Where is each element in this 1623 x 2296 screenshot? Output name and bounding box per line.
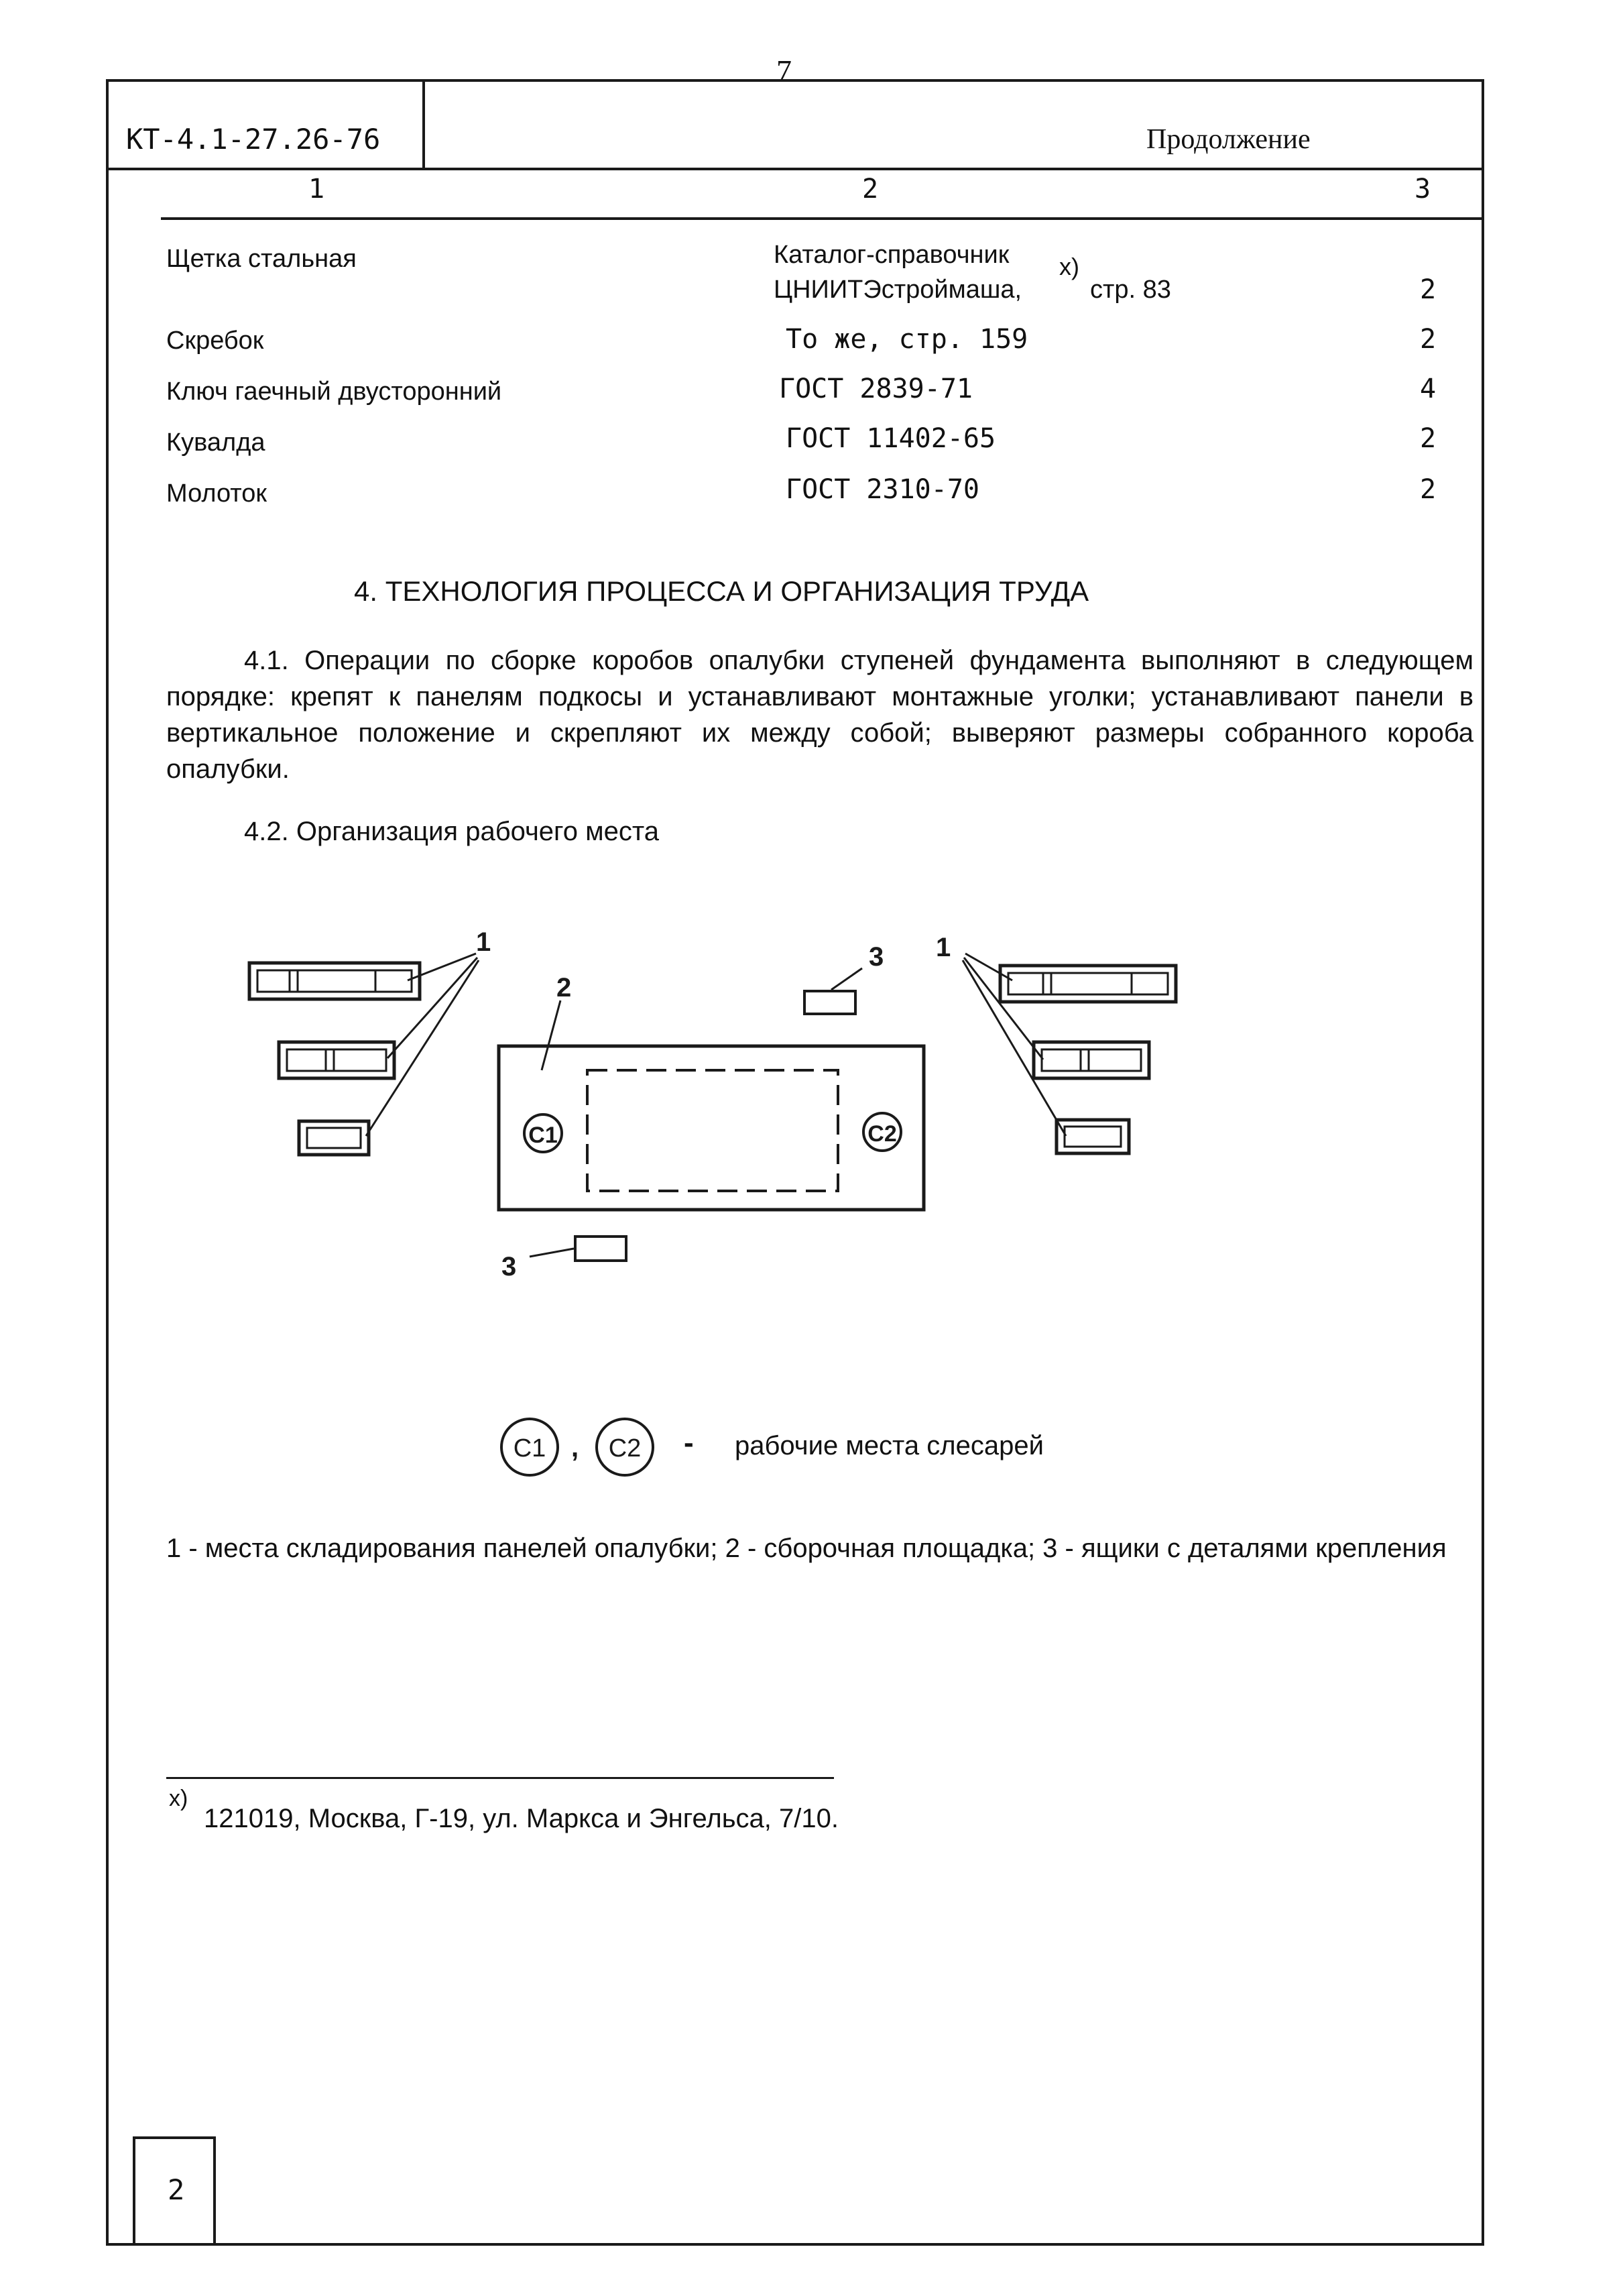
column-header-3: 3: [1415, 174, 1431, 205]
legend-separator: ,: [571, 1433, 579, 1462]
diagram-label-3-bottom: 3: [501, 1252, 517, 1281]
diagram-worker-c1: C1: [528, 1123, 558, 1148]
leaders-label-1-left: [366, 954, 479, 1136]
row-4-qty: 2: [1420, 423, 1437, 454]
footnote-marker-table: x): [1059, 253, 1079, 280]
section-heading: 4. ТЕХНОЛОГИЯ ПРОЦЕССА И ОРГАНИЗАЦИЯ ТРУДА: [354, 575, 1089, 607]
row-5-name: Молоток: [166, 479, 267, 508]
diagram-label-1-left: 1: [476, 927, 491, 957]
footnote-marker: x): [169, 1786, 188, 1811]
fastener-box-bottom: [575, 1237, 626, 1261]
diagram-worker-c2: C2: [867, 1121, 897, 1147]
workplace-diagram: [0, 905, 1623, 1308]
fastener-box-top: [804, 991, 855, 1014]
header-rule-bottom: [161, 217, 1482, 220]
row-2-ref: То же, стр. 159: [786, 324, 1028, 355]
storage-stack-right-1: [1000, 966, 1176, 1002]
continuation-label: Продолжение: [1146, 124, 1311, 155]
doc-code: КТ-4.1-27.26-76: [126, 123, 381, 156]
row-2-qty: 2: [1420, 324, 1437, 355]
header-rule-top: [106, 168, 1484, 170]
storage-stack-right-3: [1057, 1120, 1129, 1153]
row-1-ref-line1: Каталог-справочник: [774, 241, 1010, 269]
diagram-label-3-top: 3: [869, 942, 884, 972]
legend-worker-c2: C2: [608, 1434, 642, 1462]
paragraph-4-2: 4.2. Организация рабочего места: [244, 817, 659, 846]
row-4-name: Кувалда: [166, 428, 265, 457]
row-1-ref-line2: ЦНИИТЭстроймаша,: [774, 276, 1022, 304]
row-3-name: Ключ гаечный двусторонний: [166, 378, 502, 406]
row-4-ref: ГОСТ 11402-65: [786, 423, 996, 454]
column-header-2: 2: [862, 174, 879, 205]
paragraph-4-1: 4.1. Операции по сборке коробов опалубки ступеней фундамента выполняют в следующем порядке: крепят к панелям подкосы и устанавливают монтажные уголки; устанавливают панели в вертикальное положение и скрепляют их между собой; выверяют размеры собранного короба опалубки.: [166, 646, 1474, 784]
footnote-rule: [166, 1777, 834, 1779]
page-number-bottom: 2: [168, 2173, 185, 2206]
row-1-name: Щетка стальная: [166, 245, 357, 273]
legend-dash: -: [684, 1426, 694, 1459]
footnote-text: 121019, Москва, Г-19, ул. Маркса и Энгельса, 7/10.: [204, 1804, 839, 1833]
diagram-caption: 1 - места складирования панелей опалубки; 2 - сборочная площадка; 3 - ящики с деталями крепления: [166, 1534, 1447, 1563]
legend-text: рабочие места слесарей: [735, 1431, 1044, 1460]
row-3-qty: 4: [1420, 374, 1437, 404]
storage-stack-left-3: [299, 1121, 369, 1155]
storage-stack-left-1: [249, 963, 420, 999]
column-header-1: 1: [308, 174, 325, 205]
diagram-label-1-right: 1: [936, 933, 951, 962]
row-2-name: Скребок: [166, 327, 264, 355]
leader-label-2: [542, 1000, 560, 1070]
formwork-box-outline: [587, 1070, 838, 1191]
row-5-qty: 2: [1420, 474, 1437, 505]
row-5-ref: ГОСТ 2310-70: [786, 474, 979, 505]
leader-label-3-top: [831, 968, 862, 990]
legend-symbols: [496, 1412, 670, 1486]
diagram-label-2: 2: [556, 973, 572, 1002]
legend-worker-c1: C1: [513, 1434, 546, 1462]
storage-stack-right-2: [1034, 1042, 1149, 1078]
row-1-ref-page: стр. 83: [1090, 276, 1171, 304]
row-1-qty: 2: [1420, 274, 1437, 305]
storage-stack-left-2: [279, 1042, 394, 1078]
row-3-ref: ГОСТ 2839-71: [779, 374, 973, 404]
leader-label-3-bottom: [530, 1249, 574, 1257]
page-number-top: 7: [776, 54, 792, 88]
